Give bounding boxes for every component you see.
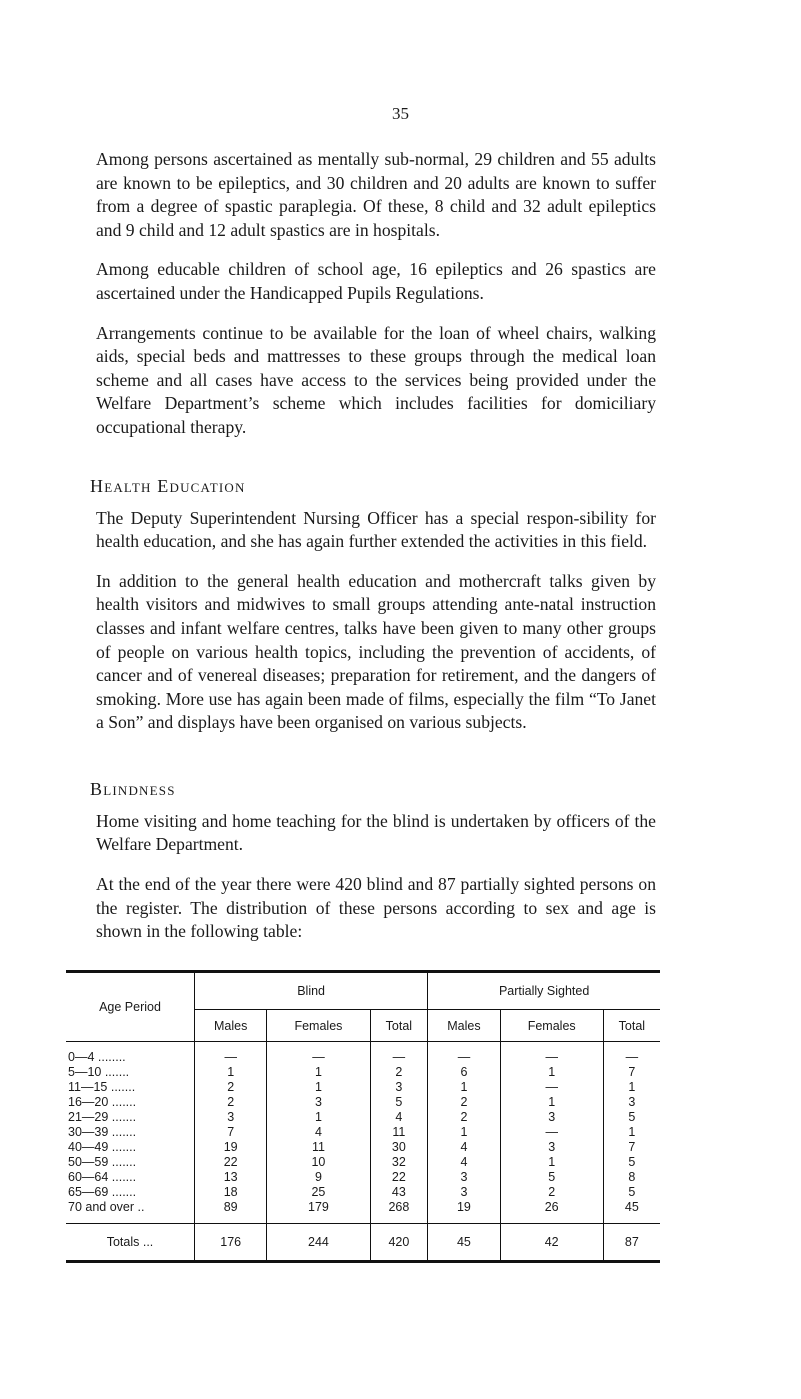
- blind-females-cell: 1: [267, 1110, 370, 1125]
- age-period-cell: 21—29 .......: [68, 1109, 137, 1124]
- partial-males-cell: —: [428, 1041, 500, 1065]
- partial-males-cell: 1: [428, 1080, 500, 1095]
- totals-label: Totals ...: [66, 1223, 195, 1261]
- blind-females-cell: 11: [267, 1140, 370, 1155]
- partial-females-cell: 1: [500, 1155, 603, 1170]
- blind-total-cell: 4: [370, 1110, 428, 1125]
- blind-females-cell: 1: [267, 1065, 370, 1080]
- blindness-table: [66, 970, 660, 1263]
- blind-total-cell: 30: [370, 1140, 428, 1155]
- table-row: [66, 1200, 660, 1224]
- partial-females-cell: —: [500, 1125, 603, 1140]
- totals-partial-total: 87: [603, 1223, 660, 1261]
- age-period-cell: 65—69 .......: [68, 1184, 137, 1199]
- partial-males-header: Males: [428, 1010, 500, 1041]
- blindness-paragraph-1: Home visiting and home teaching for the blind is undertaken by officers of the Welfare Department.: [96, 810, 656, 855]
- partial-females-cell: 3: [500, 1110, 603, 1125]
- totals-partial-males: 45: [428, 1223, 500, 1261]
- blind-females-cell: 9: [267, 1170, 370, 1185]
- age-period-header: Age Period: [66, 971, 195, 1041]
- partial-total-cell: 5: [603, 1155, 660, 1170]
- table-row: [66, 1110, 660, 1125]
- partial-females-cell: —: [500, 1080, 603, 1095]
- table-body: [66, 1041, 660, 1223]
- age-period-cell: 11—15 .......: [68, 1079, 136, 1094]
- blindness-paragraph-2: At the end of the year there were 420 blind and 87 partially sighted persons on the register. The distribution of these persons according to sex and age is shown in the following table:: [96, 874, 656, 942]
- age-period-cell: 5—10 .......: [68, 1064, 130, 1079]
- table-row: [66, 1185, 660, 1200]
- table-row: [66, 1155, 660, 1170]
- partial-total-cell: 7: [603, 1065, 660, 1080]
- partial-total-cell: 5: [603, 1110, 660, 1125]
- section-intro: [96, 148, 656, 440]
- partial-females-cell: 1: [500, 1065, 603, 1080]
- partial-males-cell: 6: [428, 1065, 500, 1080]
- partial-females-cell: 26: [500, 1200, 603, 1224]
- partial-total-cell: —: [603, 1041, 660, 1065]
- blind-females-cell: —: [267, 1041, 370, 1065]
- blind-total-cell: 268: [370, 1200, 428, 1224]
- age-period-cell: 30—39 .......: [68, 1124, 137, 1139]
- partial-males-cell: 1: [428, 1125, 500, 1140]
- totals-partial-females: 42: [500, 1223, 603, 1261]
- table-row: [66, 1125, 660, 1140]
- age-period-cell: 40—49 .......: [68, 1139, 137, 1154]
- intro-paragraph-2: Among educable children of school age, 16 epileptics and 26 spastics are ascertained under the Handicapped Pupils Regulations.: [96, 259, 656, 303]
- partial-total-cell: 1: [603, 1080, 660, 1095]
- blind-females-cell: 10: [267, 1155, 370, 1170]
- partial-females-cell: 5: [500, 1170, 603, 1185]
- age-period-cell: 70 and over ..: [68, 1199, 145, 1214]
- partial-males-cell: 2: [428, 1110, 500, 1125]
- partial-males-cell: 4: [428, 1155, 500, 1170]
- page-number: 35: [392, 104, 409, 123]
- blind-total-cell: 11: [370, 1125, 428, 1140]
- table-row: [66, 1140, 660, 1155]
- blind-males-cell: 13: [195, 1170, 267, 1185]
- age-period-cell: 50—59 .......: [68, 1154, 137, 1169]
- blind-males-cell: 89: [195, 1200, 267, 1224]
- blind-group-header: Blind: [195, 971, 428, 1010]
- totals-blind-total: 420: [370, 1223, 428, 1261]
- partial-females-cell: 2: [500, 1185, 603, 1200]
- blind-total-cell: 22: [370, 1170, 428, 1185]
- blind-males-cell: 18: [195, 1185, 267, 1200]
- health-paragraph-1: The Deputy Superintendent Nursing Officer has a special respon-sibility for health education, and she has again further extended the activities in this field.: [96, 507, 656, 552]
- blind-males-cell: —: [195, 1041, 267, 1065]
- partial-males-cell: 19: [428, 1200, 500, 1224]
- partial-males-cell: 2: [428, 1095, 500, 1110]
- totals-blind-females: 244: [267, 1223, 370, 1261]
- blind-females-cell: 3: [267, 1095, 370, 1110]
- partial-females-cell: 1: [500, 1095, 603, 1110]
- blind-total-cell: 5: [370, 1095, 428, 1110]
- blind-females-cell: 4: [267, 1125, 370, 1140]
- table-row: [66, 1095, 660, 1110]
- blind-total-cell: 2: [370, 1065, 428, 1080]
- table-row: [66, 1041, 660, 1065]
- blind-females-header: Females: [267, 1010, 370, 1041]
- health-paragraph-2: In addition to the general health education and mothercraft talks given by health visitors and midwives to small groups attending ante-natal instruction classes and infant welfare centres, talks have been given to many other groups of people on various health topics, including the prevention of accidents, of cancer and of venereal diseases; preparation for retirement, and the dangers of smoking. More use has again been made of films, especially the film “To Janet a Son” and displays have been organised on various subjects.: [96, 570, 656, 733]
- partial-total-cell: 8: [603, 1170, 660, 1185]
- partial-females-cell: —: [500, 1041, 603, 1065]
- blind-males-cell: 22: [195, 1155, 267, 1170]
- blind-males-cell: 19: [195, 1140, 267, 1155]
- partial-total-cell: 45: [603, 1200, 660, 1224]
- partial-total-cell: 7: [603, 1140, 660, 1155]
- blind-males-cell: 7: [195, 1125, 267, 1140]
- blind-total-cell: 43: [370, 1185, 428, 1200]
- blind-total-cell: —: [370, 1041, 428, 1065]
- blind-males-cell: 2: [195, 1095, 267, 1110]
- heading-blindness: Blindness: [90, 778, 176, 799]
- blind-males-cell: 1: [195, 1065, 267, 1080]
- blind-females-cell: 1: [267, 1080, 370, 1095]
- partial-males-cell: 3: [428, 1170, 500, 1185]
- partial-females-cell: 3: [500, 1140, 603, 1155]
- blind-total-cell: 3: [370, 1080, 428, 1095]
- intro-paragraph-1: Among persons ascertained as mentally sub-normal, 29 children and 55 adults are known to be epileptics, and 30 children and 20 adults are known to suffer from a degree of spastic paraplegia. Of these, 8 child and 32 adult epileptics and 9 child and 12 adult spastics are in hospitals.: [96, 149, 656, 240]
- intro-paragraph-3: Arrangements continue to be available for the loan of wheel chairs, walking aids, special beds and mattresses to these groups through the medical loan scheme and all cases have access to the services being provided under the Welfare Department’s scheme which includes facilities for domiciliary occupational therapy.: [96, 322, 656, 437]
- blind-males-header: Males: [195, 1010, 267, 1041]
- age-period-cell: 60—64 .......: [68, 1169, 137, 1184]
- totals-row: [66, 1223, 660, 1261]
- partially-sighted-group-header: Partially Sighted: [428, 971, 660, 1010]
- blind-males-cell: 3: [195, 1110, 267, 1125]
- totals-blind-males: 176: [195, 1223, 267, 1261]
- heading-health-education: Health Education: [90, 475, 246, 496]
- partial-total-cell: 1: [603, 1125, 660, 1140]
- blind-total-cell: 32: [370, 1155, 428, 1170]
- partial-total-header: Total: [603, 1010, 660, 1041]
- blind-total-header: Total: [370, 1010, 428, 1041]
- age-period-cell: 16—20 .......: [68, 1094, 137, 1109]
- partial-males-cell: 4: [428, 1140, 500, 1155]
- section-blindness: [90, 778, 656, 944]
- age-period-cell: 0—4 ........: [68, 1049, 126, 1064]
- partial-males-cell: 3: [428, 1185, 500, 1200]
- table-row: [66, 1080, 660, 1095]
- blind-males-cell: 2: [195, 1080, 267, 1095]
- partial-total-cell: 3: [603, 1095, 660, 1110]
- partial-total-cell: 5: [603, 1185, 660, 1200]
- blind-females-cell: 179: [267, 1200, 370, 1224]
- blind-females-cell: 25: [267, 1185, 370, 1200]
- section-health-education: [90, 475, 656, 735]
- table-row: [66, 1065, 660, 1080]
- page-content: [68, 148, 656, 1263]
- partial-females-header: Females: [500, 1010, 603, 1041]
- table-row: [66, 1170, 660, 1185]
